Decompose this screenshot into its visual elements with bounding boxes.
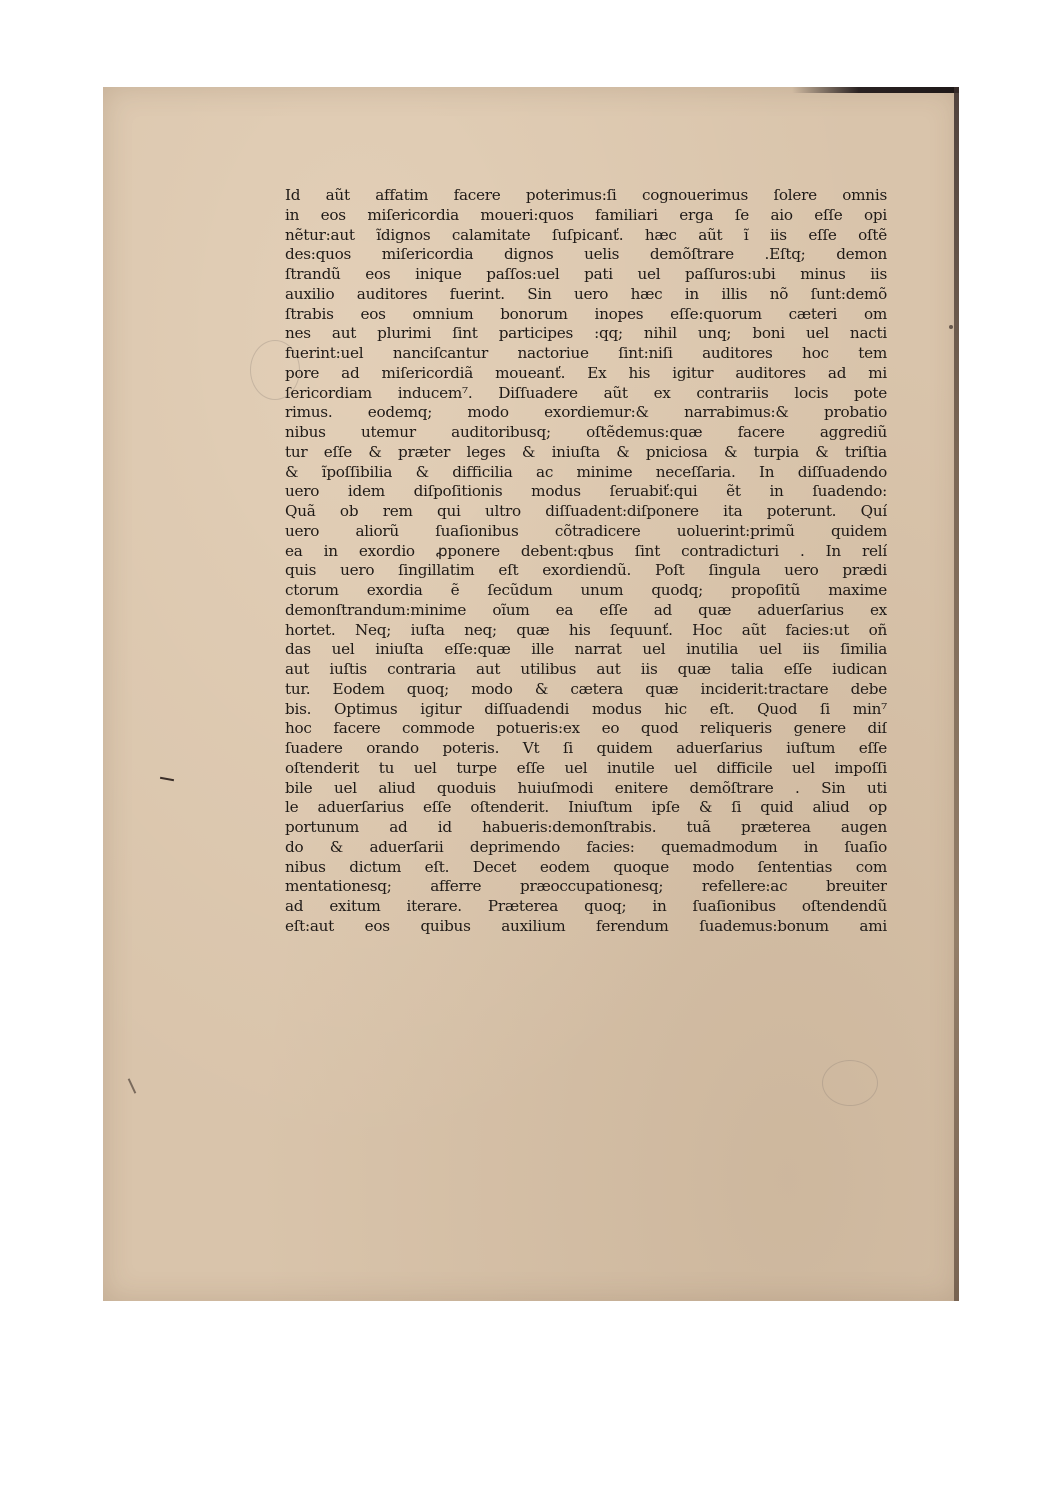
text-line-35: nibus dictum eſt. Decet eodem quoque modo ſententias com: [285, 857, 887, 876]
text-line-6: auxilio auditores fuerint. Sin uero hæc in illis nõ ſunt:demõ: [285, 284, 887, 303]
text-line-23: hortet. Neq; iuſta neq; quæ his ſequunť. Hoc aũt facies:ut oñ: [285, 620, 887, 639]
book-cover-edge-right: [954, 87, 959, 1301]
text-line-12: rimus. eodemq; modo exordiemur:& narrabimus:& probatio: [285, 403, 887, 422]
text-line-24: das uel iniuſta eſſe:quæ ille narrat uel inutilia uel iis ſimilia: [285, 640, 887, 659]
text-line-9: fuerint:uel nanciſcantur nactoriue ſint:niſi auditores hoc tem: [285, 344, 887, 362]
text-line-25: aut iuſtis contraria aut utilibus aut iis quæ talia eſſe iudican: [285, 660, 887, 678]
text-line-37: ad exitum iterare. Præterea quoq; in ſuaſionibus oſtendendũ: [285, 897, 887, 915]
text-line-1: Id aũt affatim facere poterimus:ſi cognouerimus ſolere omnis: [285, 186, 887, 204]
text-line-16: uero idem diſpoſitionis modus ſeruabiť:qui ẽt in ſuadendo:: [285, 482, 887, 501]
text-line-17: Quã ob rem qui ultro diſſuadent:diſponere ita poterunt. Quí: [285, 502, 887, 520]
text-line-8: nes aut plurimi ſint participes :qq; nihil unq; boni uel nacti: [285, 324, 887, 343]
text-line-33: portunum ad id habueris:demonſtrabis. tuã præterea augen: [285, 818, 887, 836]
text-line-36: mentationesq; afferre præoccupationesq; refellere:ac breuiter: [285, 877, 887, 896]
text-line-15: & ĩpoſſibilia & difficilia ac minime neceſſaria. In diſſuadendo: [285, 462, 887, 481]
text-line-18: uero aliorũ ſuaſionibus cõtradicere uoluerint:primũ quidem: [285, 521, 887, 540]
library-stamp-mark-bottom: [822, 1060, 878, 1106]
text-line-34: do & aduerſarii deprimendo facies: quemadmodum in ſuaſio: [285, 837, 887, 856]
text-line-10: pore ad miſericordiã moueanť. Ex his igitur auditores ad mi: [285, 363, 887, 382]
margin-mark-right: [949, 325, 953, 329]
text-line-20: quis uero ſingillatim eſt exordiendũ. Poſt ſingula uero prædi: [285, 561, 887, 580]
text-line-19: ea in exordio ꝓponere debent:qbus ſint contradicturi . In relí: [285, 541, 887, 560]
text-line-27: bis. Optimus igitur diſſuadendi modus hic eſt. Quod ſi min⁷: [285, 699, 887, 718]
text-line-14: tur eſſe & præter leges & iniuſta & pniciosa & turpia & triſtia: [285, 442, 887, 461]
text-line-2: in eos miſericordia moueri:quos familiari erga ſe aio eſſe opi: [285, 205, 887, 224]
text-line-13: nibus utemur auditoribusq; oſtẽdemus:quæ facere aggrediũ: [285, 423, 887, 441]
text-line-22: demonſtrandum:minime oĩum ea eſſe ad quæ aduerſarius ex: [285, 600, 887, 619]
text-line-38: eſt:aut eos quibus auxilium ferendum ſuademus:bonum ami: [285, 916, 887, 935]
text-line-4: des:quos miſericordia dignos uelis demõſtrare .Eſtq; demon: [285, 245, 887, 264]
book-cover-edge-top: [792, 87, 959, 93]
text-line-11: ſericordiam inducem⁷. Diſſuadere aũt ex contrariis locis pote: [285, 383, 887, 402]
latin-text-column: [285, 186, 887, 937]
text-line-7: ſtrabis eos omnium bonorum inopes eſſe:quorum cæteri om: [285, 304, 887, 323]
text-line-3: nẽtur:aut ĩdignos calamitate ſuſpicanť. hæc aũt ĩ iis eſſe oſtẽ: [285, 225, 887, 244]
text-line-26: tur. Eodem quoq; modo & cætera quæ inciderit:tractare debe: [285, 679, 887, 698]
text-line-5: ſtrandũ eos inique paſſos:uel pati uel paſſuros:ubi minus iis: [285, 265, 887, 283]
text-line-31: bile uel aliud quoduis huiuſmodi enitere demõſtrare . Sin uti: [285, 778, 887, 797]
text-line-29: ſuadere orando poteris. Vt ſi quidem aduerſarius iuſtum eſſe: [285, 739, 887, 757]
text-line-28: hoc facere commode potueris:ex eo quod reliqueris genere diſ: [285, 719, 887, 738]
text-line-30: oſtenderit tu uel turpe eſſe uel inutile uel difficile uel impoſſi: [285, 758, 887, 777]
text-line-21: ctorum exordia ẽ ſecũdum unum quodq; propoſitũ maxime: [285, 581, 887, 599]
text-line-32: le aduerſarius eſſe oſtenderit. Iniuſtum ipſe & ſi quid aliud op: [285, 798, 887, 817]
